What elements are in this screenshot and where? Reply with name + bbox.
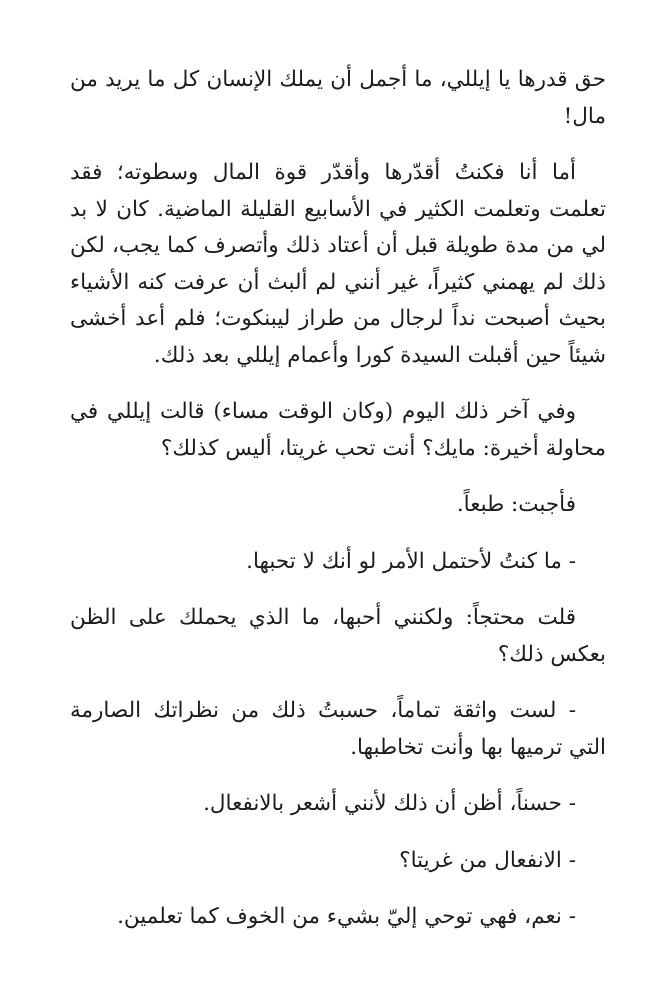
dialogue-line: - الانفعال من غريتا؟ bbox=[399, 847, 576, 873]
dialogue-line: فأجبت: طبعاً. bbox=[456, 492, 576, 517]
dialogue-line: - نعم، فهي توحي إليّ بشيء من الخوف كما تعلمين. bbox=[117, 904, 576, 929]
paragraph-narration: أما أنا فكنتُ أقدّرها وأقدّر قوة المال وسطوته؛ فقد تعلمت وتعلمت الكثير في الأسابيع القليلة الماضية. كان لا بد لي من مدة طويلة قبل أن أعتاد ذلك وأتصرف كما يجب، لكن ذلك لم يهمني كثيراً، غير أنني لم ألبث أن عرفت كنه الأشياء بحيث أصبحت نداً لرجال من طراز ليبنكوت؛ فلم أعد أخشى شيئاً حين أقبلت السيدة كورا وأعمام إيللي بعد ذلك. bbox=[70, 160, 606, 368]
dialogue-line: قلت محتجاً: ولكنني أحبها، ما الذي يحملك على الظن بعكس ذلك؟ bbox=[70, 605, 606, 667]
dialogue-line: - ما كنتُ لأحتمل الأمر لو أنك لا تحبها. bbox=[246, 548, 576, 574]
dialogue-line: - لست واثقة تماماً، حسبتُ ذلك من نظراتك الصارمة التي ترميها بها وأنت تخاطبها. bbox=[70, 698, 606, 760]
paragraph-narration: وفي آخر ذلك اليوم (وكان الوقت مساء) قالت إيللي في محاولة أخيرة: مايك؟ أنت تحب غريتا، أليس كذلك؟ bbox=[70, 399, 606, 461]
paragraph-continuation: حق قدرها يا إيللي، ما أجمل أن يملك الإنسان كل ما يريد من مال! bbox=[70, 67, 606, 129]
dialogue-line: - حسناً، أظن أن ذلك لأنني أشعر بالانفعال. bbox=[203, 791, 576, 816]
